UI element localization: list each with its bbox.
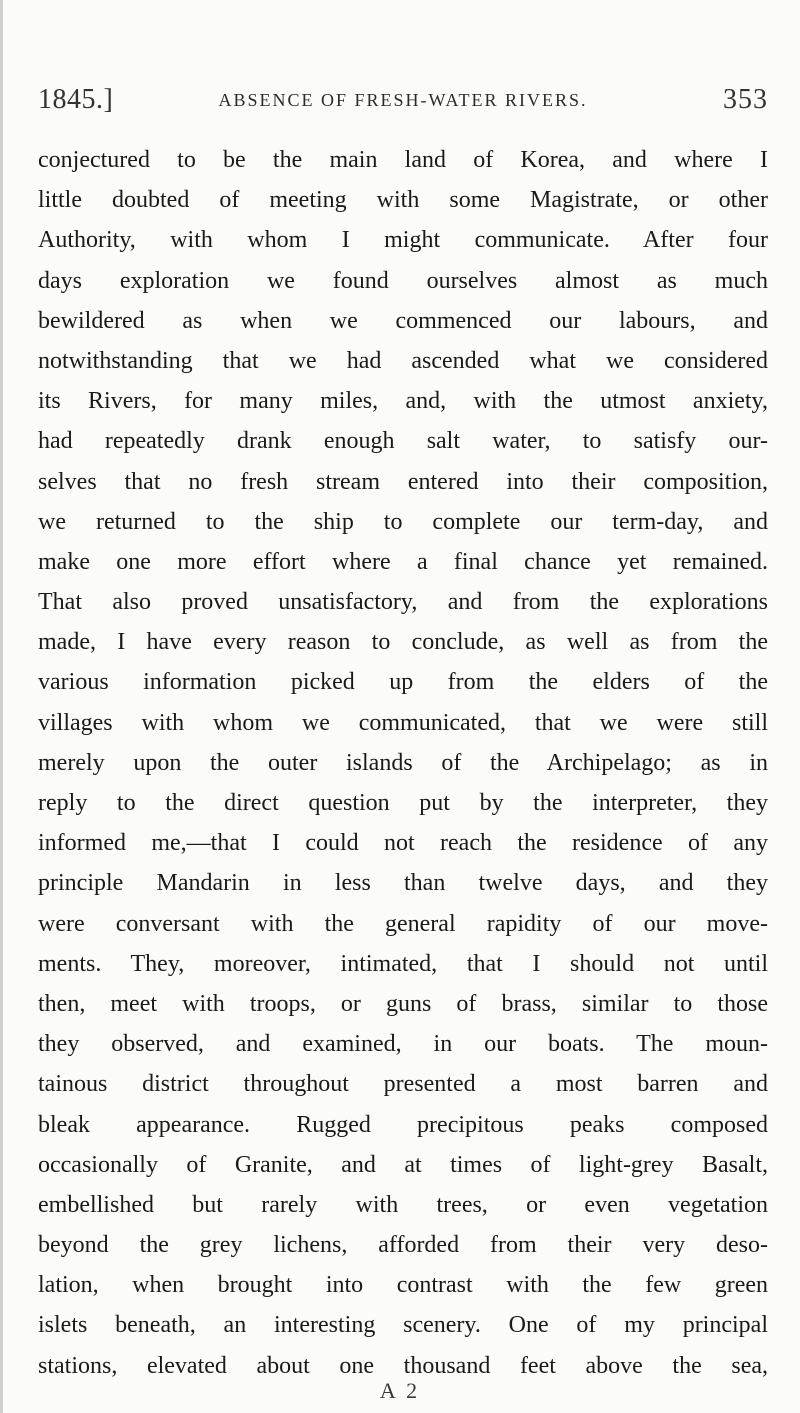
text-line: were conversant with the general rapidity of our move- xyxy=(38,910,768,937)
header-year: 1845.] xyxy=(38,84,114,115)
text-line: various information picked up from the elders of the xyxy=(38,669,768,696)
text-line: occasionally of Granite, and at times of light-grey Basalt, xyxy=(38,1151,768,1178)
page-number: 353 xyxy=(723,84,768,115)
text-line: informed me,—that I could not reach the residence of any xyxy=(38,830,768,857)
text-line: bleak appearance. Rugged precipitous peaks composed xyxy=(38,1111,768,1138)
text-line: selves that no fresh stream entered into their composition, xyxy=(38,468,768,495)
text-line: That also proved unsatisfactory, and from the explorations xyxy=(38,589,768,616)
text-line: little doubted of meeting with some Magistrate, or other xyxy=(38,187,768,214)
text-line: lation, when brought into contrast with the few green xyxy=(38,1272,768,1299)
text-line: Authority, with whom I might communicate. After four xyxy=(38,227,768,254)
text-line: villages with whom we communicated, that we were still xyxy=(38,709,768,736)
text-line: make one more effort where a final chance yet remained. xyxy=(38,548,768,575)
text-line: beyond the grey lichens, afforded from their very deso- xyxy=(38,1232,768,1259)
text-line: ments. They, moreover, intimated, that I should not until xyxy=(38,950,768,977)
text-line: principle Mandarin in less than twelve days, and they xyxy=(38,870,768,897)
text-line: days exploration we found ourselves almost as much xyxy=(38,267,768,294)
page-edge-shadow xyxy=(0,0,3,1413)
text-line: islets beneath, an interesting scenery. One of my principal xyxy=(38,1312,768,1339)
text-line: its Rivers, for many miles, and, with the utmost anxiety, xyxy=(38,388,768,415)
text-line: had repeatedly drank enough salt water, to satisfy our- xyxy=(38,428,768,455)
text-line: tainous district throughout presented a most barren and xyxy=(38,1071,768,1098)
text-line: embellished but rarely with trees, or even vegetation xyxy=(38,1191,768,1218)
text-line: we returned to the ship to complete our term-day, and xyxy=(38,508,768,535)
text-line: stations, elevated about one thousand feet above the sea, xyxy=(38,1352,768,1379)
text-line: reply to the direct question put by the interpreter, they xyxy=(38,790,768,816)
running-head xyxy=(38,84,768,124)
body-text xyxy=(38,140,768,1386)
text-line: conjectured to be the main land of Korea, and where I xyxy=(38,147,768,173)
signature-mark: A 2 xyxy=(379,1378,421,1403)
text-line: merely upon the outer islands of the Archipelago; as in xyxy=(38,749,768,776)
text-line: made, I have every reason to conclude, as well as from the xyxy=(38,629,768,656)
text-line: then, meet with troops, or guns of brass, similar to those xyxy=(38,990,768,1017)
text-line: bewildered as when we commenced our labours, and xyxy=(38,307,768,334)
text-line: notwithstanding that we had ascended what we considered xyxy=(38,347,768,374)
header-title: ABSENCE OF FRESH-WATER RIVERS. xyxy=(218,90,588,110)
text-line: they observed, and examined, in our boats. The moun- xyxy=(38,1031,768,1058)
